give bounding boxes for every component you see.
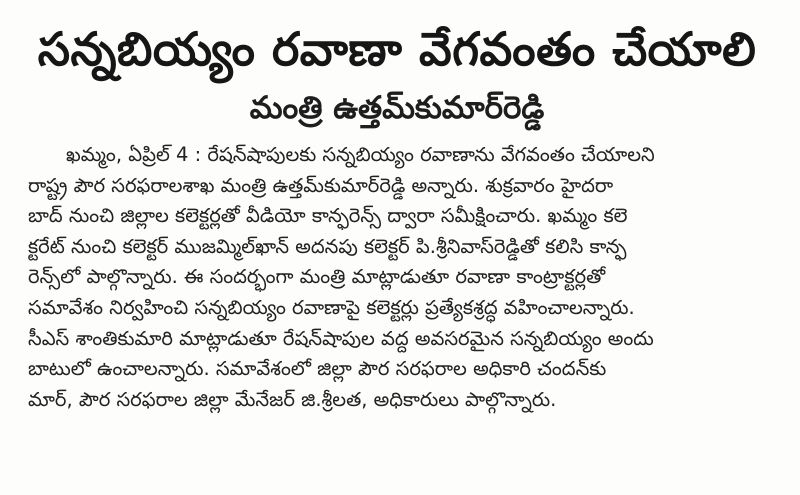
body-line: బాద్ నుంచి జిల్లాల కలెక్టర్లతో వీడియో కాన్ఫరెన్స్ ద్వారా సమీక్షించారు. ఖమ్మం కలె bbox=[28, 204, 628, 228]
body-line: సీఎస్ శాంతికుమారి మాట్లాడుతూ రేషన్‌షాపుల వద్ద అవసరమైన సన్నబియ్యం అందు bbox=[28, 326, 654, 350]
body-line: క్టరేట్ నుంచి కలెక్టర్ ముజమ్మిల్‌ఖాన్ అదనపు కలెక్టర్ పి.శ్రీనివాస్‌రెడ్డితో కలిసి కాన్ఫ bbox=[28, 234, 627, 258]
body-line: రాష్ట్ర పౌర సరఫరాలశాఖ మంత్రి ఉత్తమ్‌కుమార్‌రెడ్డి అన్నారు. శుక్రవారం హైదరా bbox=[28, 173, 614, 197]
subheadline: మంత్రి ఉత్తమ్‌కుమార్‌రెడ్డి bbox=[249, 90, 545, 126]
body-line: బాటులో ఉంచాలన్నారు. సమావేశంలో జిల్లా పౌర సరఫరాల అధికారి చందన్‌కు bbox=[28, 357, 607, 381]
body-line: సమావేశం నిర్వహించి సన్నబియ్యం రవాణాపై కలెక్టర్లు ప్రత్యేకశ్రద్ధ వహించాలన్నారు. bbox=[28, 295, 635, 319]
body-line: ఖమ్మం, ఏప్రిల్ 4 : రేషన్‌షాపులకు సన్నబియ్యం రవాణాను వేగవంతం చేయాలని bbox=[66, 143, 655, 166]
article-body bbox=[28, 140, 766, 415]
body-line: రెన్స్‌లో పాల్గొన్నారు. ఈ సందర్భంగా మంత్రి మాట్లాడుతూ రవాణా కాంట్రాక్టర్లతో bbox=[28, 265, 606, 289]
headline: సన్నబియ్యం రవాణా వేగవంతం చేయాలి bbox=[37, 22, 757, 76]
body-line: మార్, పౌర సరఫరాల జిల్లా మేనేజర్ జి.శ్రీలత, అధికారులు పాల్గొన్నారు. bbox=[28, 387, 557, 411]
